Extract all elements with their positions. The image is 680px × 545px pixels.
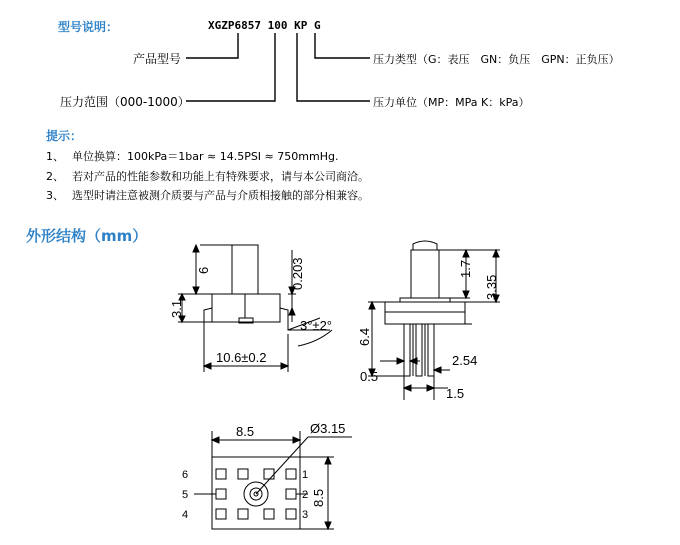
dim-0-5: 0.5	[360, 369, 379, 384]
dim-width-10-6: 10.6±0.2	[216, 350, 267, 365]
dim-2-54: 2.54	[452, 353, 478, 368]
label-pressure-unit: 压力单位（MP：MPa K：kPa）	[373, 96, 530, 109]
pin-label-1: 1	[302, 469, 309, 481]
tip-2-text: 若对产品的性能参数和功能上有特殊要求，请与本公司商洽。	[72, 170, 369, 183]
tip-2-number: 2、	[46, 170, 64, 183]
tip-3-number: 3、	[46, 189, 64, 202]
dim-vertical-8-5: 8.5	[311, 488, 326, 507]
outline-heading: 外形结构（mm）	[26, 227, 148, 245]
dim-1-7: 1.7	[458, 259, 473, 278]
pin-label-4: 4	[182, 509, 189, 521]
dim-3-35: 3.35	[484, 274, 499, 300]
model-code: XGZP6857 100 KP G	[208, 19, 321, 32]
dim-6-4: 6.4	[357, 327, 372, 346]
tip-1-number: 1、	[46, 150, 64, 163]
pin-label-5: 5	[182, 489, 189, 501]
tip-3-text: 选型时请注意被测介质要与产品与介质相接触的部分相兼容。	[72, 189, 369, 202]
pin-label-2: 2	[302, 489, 309, 501]
label-pressure-range: 压力范围（000-1000）	[60, 95, 190, 109]
dim-height-6: 6	[196, 266, 211, 274]
label-pressure-type: 压力类型（G：表压 GN：负压 GPN：正负压）	[373, 53, 620, 66]
dim-diameter: Ø3.15	[310, 421, 346, 436]
bottom-view	[212, 457, 300, 529]
model-heading: 型号说明：	[58, 20, 119, 34]
dim-height-3-1: 3.1	[169, 299, 184, 318]
pin-label-6: 6	[182, 469, 189, 481]
pin-label-3: 3	[302, 509, 309, 521]
tips-heading: 提示：	[46, 129, 83, 143]
dim-1-5: 1.5	[446, 386, 465, 401]
tip-1-text: 单位换算：100kPa＝1bar ≈ 14.5PSI ≈ 750mmHg.	[72, 150, 339, 163]
dim-width-8-5: 8.5	[236, 424, 255, 439]
label-product-model: 产品型号	[133, 52, 182, 66]
dim-0-203: 0.203	[290, 257, 305, 290]
dim-angle: 3°±2°	[300, 318, 332, 333]
